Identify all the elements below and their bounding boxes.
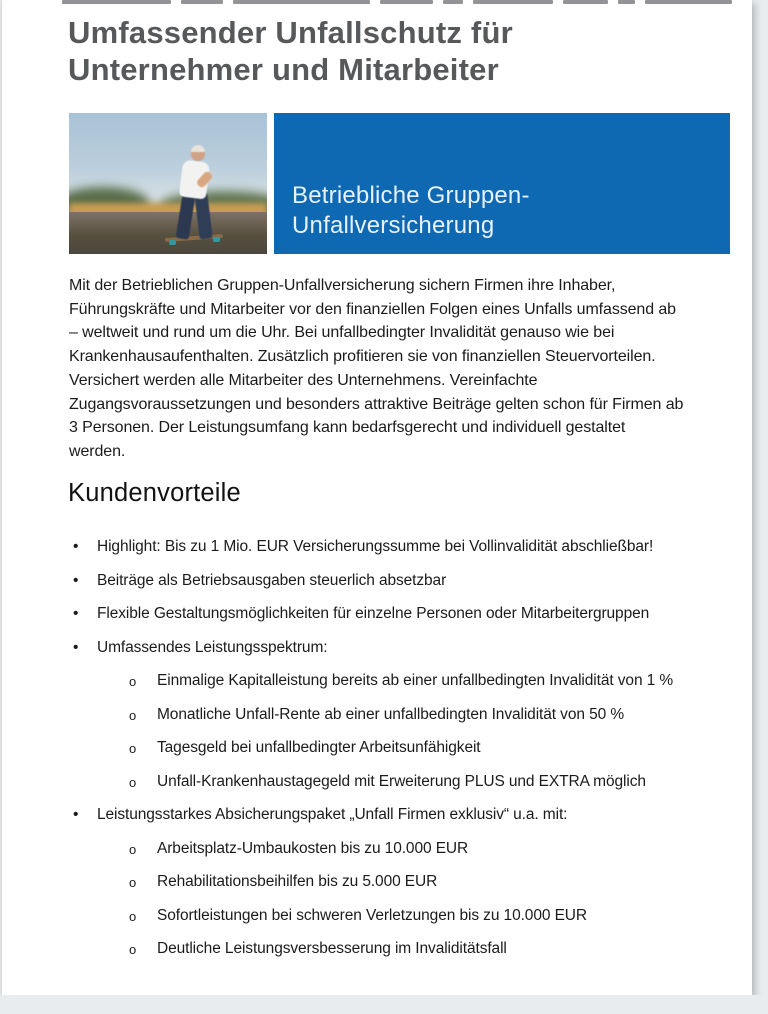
photo-person-cap xyxy=(191,145,205,152)
sub-bullet-item xyxy=(69,905,749,927)
document-page xyxy=(1,0,752,995)
bullet-text: Tagesgeld bei unfallbedingter Arbeitsunfähigkeit xyxy=(157,739,481,756)
intro-line: werden. xyxy=(69,442,126,460)
sub-bullet-item xyxy=(69,737,749,759)
intro-line: – weltweit und rund um die Uhr. Bei unfallbedingter Invalidität genauso wie bei xyxy=(69,324,615,342)
bullet-marker: • xyxy=(73,538,79,555)
intro-line: Mit der Betrieblichen Gruppen-Unfallversicherung sichern Firmen ihre Inhaber, xyxy=(69,277,616,294)
bullet-text: Umfassendes Leistungsspektrum: xyxy=(97,638,328,656)
bullet-item xyxy=(69,637,749,659)
sub-bullet-marker: o xyxy=(129,741,137,756)
intro-line: Krankenhausaufenthalten. Zusätzlich profitieren sie von finanziellen Steuervorteilen. xyxy=(69,348,656,366)
sub-bullet-item xyxy=(69,704,749,726)
intro-line: Versichert werden alle Mitarbeiter des Unternehmens. Vereinfachte xyxy=(69,371,538,389)
bullet-marker: • xyxy=(73,638,79,656)
bullet-marker: • xyxy=(73,605,79,622)
bullet-item xyxy=(69,603,749,625)
sub-bullet-item xyxy=(69,938,749,960)
bullet-marker: • xyxy=(73,806,79,823)
sub-bullet-item xyxy=(69,670,749,692)
page-title-line1: Umfassender Unfallschutz für xyxy=(68,15,513,50)
bullet-text: Monatliche Unfall-Rente ab einer unfallbedingten Invalidität von 50 % xyxy=(157,705,625,723)
bullet-text: Arbeitsplatz-Umbaukosten bis zu 10.000 EUR xyxy=(157,839,469,857)
banner-heading-line1: Betriebliche Gruppen- xyxy=(292,182,530,209)
sub-bullet-item xyxy=(69,771,749,793)
bullet-text: Flexible Gestaltungsmöglichkeiten für einzelne Personen oder Mitarbeitergruppen xyxy=(97,605,650,622)
sub-bullet-marker: o xyxy=(129,942,137,957)
bullet-item xyxy=(69,804,749,826)
benefits-heading: Kundenvorteile xyxy=(68,479,241,507)
bullet-text: Leistungsstarkes Absicherungspaket „Unfall Firmen exklusiv“ u.a. mit: xyxy=(97,806,568,823)
sub-bullet-marker: o xyxy=(129,875,137,890)
banner-title-panel xyxy=(274,113,730,254)
photo-wheel xyxy=(169,240,176,245)
sub-bullet-marker: o xyxy=(129,674,137,689)
bullet-text: Rehabilitationsbeihilfen bis zu 5.000 EUR xyxy=(157,873,438,890)
intro-line: 3 Personen. Der Leistungsumfang kann bedarfsgerecht und individuell gestaltet xyxy=(69,419,626,437)
bullet-item xyxy=(69,536,749,558)
page-title-line2: Unternehmer und Mitarbeiter xyxy=(68,52,499,87)
intro-paragraph xyxy=(69,274,745,464)
bullet-text: Highlight: Bis zu 1 Mio. EUR Versicherungssumme bei Vollinvalidität abschließbar! xyxy=(97,538,654,555)
bullet-marker: • xyxy=(73,571,79,589)
bullet-text: Einmalige Kapitalleistung bereits ab einer unfallbedingten Invalidität von 1 % xyxy=(157,672,674,689)
page-title xyxy=(68,14,728,88)
page-background-gap xyxy=(0,995,768,1014)
sub-bullet-marker: o xyxy=(129,774,137,790)
sub-bullet-marker: o xyxy=(129,841,137,857)
photo-road xyxy=(69,212,267,254)
product-banner xyxy=(69,113,730,254)
skateboarder-photo xyxy=(69,113,267,254)
sub-bullet-item xyxy=(69,871,749,893)
intro-line: Zugangsvoraussetzungen und besonders attraktive Beiträge gelten schon für Firmen ab xyxy=(69,395,684,413)
sub-bullet-marker: o xyxy=(129,707,137,723)
intro-line: Führungskräfte und Mitarbeiter vor den finanziellen Folgen eines Unfalls umfassend ab xyxy=(69,300,676,318)
bullet-text: Unfall-Krankenhaustagegeld mit Erweiterung PLUS und EXTRA möglich xyxy=(157,772,646,790)
bullet-text: Deutliche Leistungsversbesserung im Invaliditätsfall xyxy=(157,940,507,957)
photo-wheel xyxy=(213,237,220,242)
sub-bullet-item xyxy=(69,838,749,860)
benefits-list xyxy=(69,536,749,972)
cropped-text-remnant xyxy=(62,0,732,4)
bullet-text: Beiträge als Betriebsausgaben steuerlich absetzbar xyxy=(97,571,447,589)
bullet-text: Sofortleistungen bei schweren Verletzungen bis zu 10.000 EUR xyxy=(157,906,587,924)
banner-heading-line2: Unfallversicherung xyxy=(292,212,495,239)
bullet-item xyxy=(69,570,749,592)
sub-bullet-marker: o xyxy=(129,908,137,924)
